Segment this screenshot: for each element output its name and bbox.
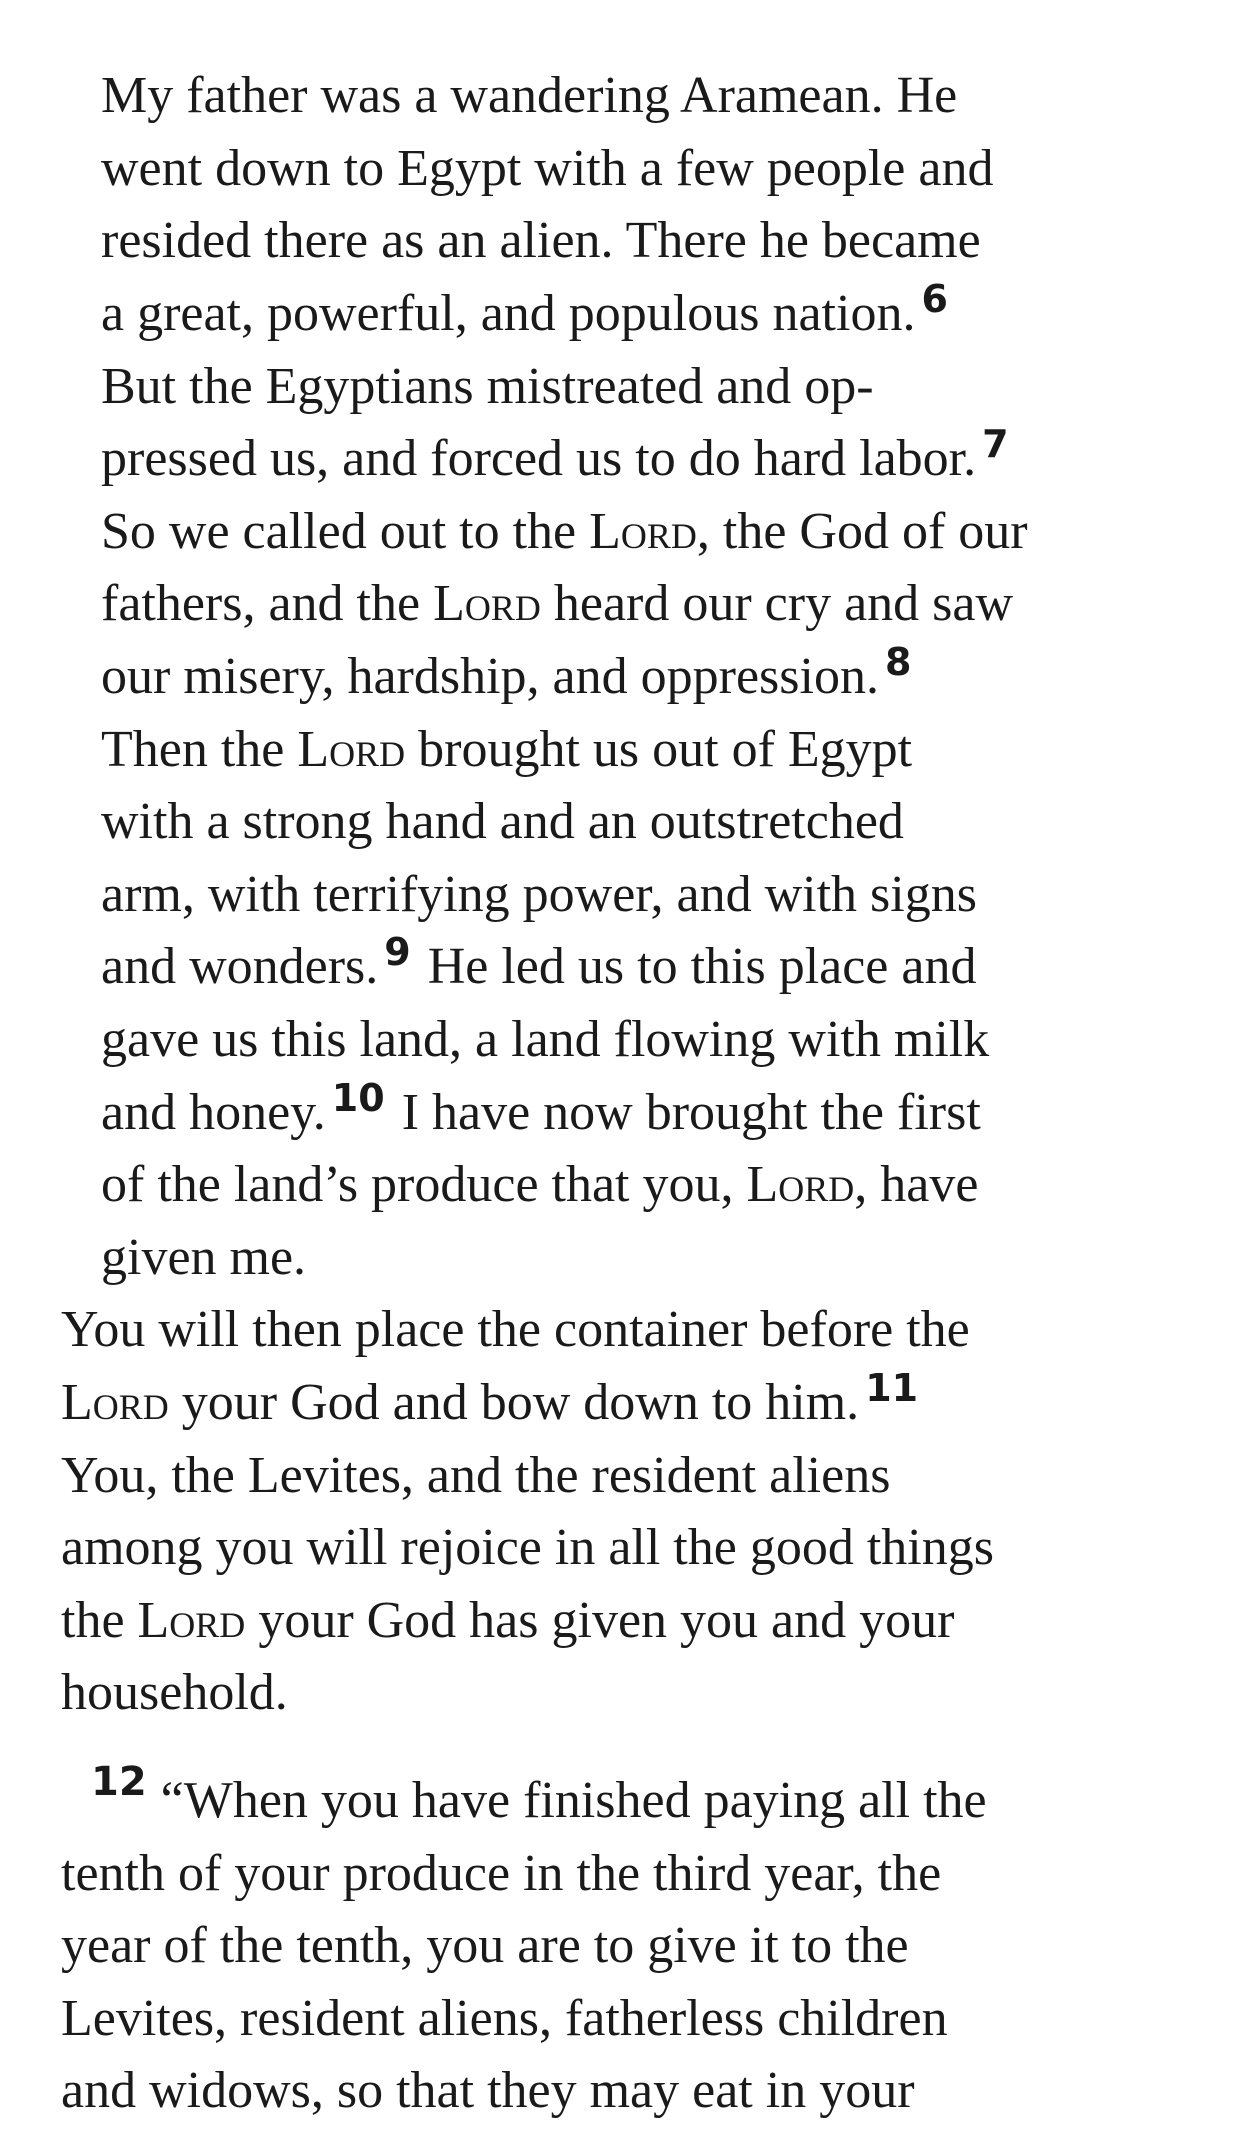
divine-name: Lord (61, 1374, 169, 1431)
body-line (61, 1294, 970, 1366)
quote-line (101, 60, 957, 132)
text-run: and honey. (101, 1084, 326, 1141)
text-run: given me. (101, 1229, 307, 1286)
body-line (61, 1910, 909, 1982)
body-line (61, 1983, 948, 2055)
body-line (61, 1657, 288, 1729)
quote-line (101, 859, 977, 931)
divine-name: Lord (746, 1156, 855, 1213)
quote-line (101, 423, 1013, 495)
text-run: your God has given you and your (245, 1592, 955, 1649)
quote-line (101, 205, 981, 277)
quote-line (101, 641, 915, 713)
verse-number: 8 (884, 640, 912, 684)
quote-line (101, 714, 912, 786)
text-run: I have now brought the first (388, 1084, 981, 1141)
text-run: , have (854, 1156, 979, 1213)
body-line (61, 1512, 994, 1584)
text-run: , the God of our (696, 503, 1028, 560)
verse-number: 7 (982, 422, 1009, 466)
text-run: pressed us, and forced us to do hard labor. (101, 430, 977, 487)
text-run: and widows, so that they may eat in your (61, 2062, 915, 2119)
body-line (61, 2055, 915, 2127)
divine-name: Lord (589, 503, 697, 560)
text-run: Levites, resident aliens, fatherless children (61, 1990, 948, 2047)
quote-line (101, 1222, 306, 1294)
text-run: tenth of your produce in the third year, the (61, 1845, 942, 1902)
text-run: among you will rejoice in all the good things (61, 1519, 994, 1576)
text-run: arm, with terrifying power, and with signs (101, 866, 977, 923)
divine-name: Lord (297, 721, 406, 778)
divine-name: Lord (137, 1592, 246, 1649)
verse-number: 10 (331, 1076, 385, 1120)
text-run: household. (61, 1664, 288, 1721)
text-run: and wonders. (101, 938, 379, 995)
body-line (61, 1440, 890, 1512)
verse-number: 6 (921, 277, 948, 321)
text-run: the (61, 1592, 138, 1649)
text-run: of the land’s produce that you, (101, 1156, 734, 1213)
text-run: You, the Levites, and the resident aliens (61, 1447, 891, 1504)
text-run: resided there as an alien. There he became (101, 212, 981, 269)
text-run: gave us this land, a land flowing with milk (101, 1011, 990, 1068)
text-run: year of the tenth, you are to give it to the (61, 1917, 909, 1974)
text-run: heard our cry and saw (540, 575, 1014, 632)
quote-line (101, 568, 1013, 640)
body-line (61, 1585, 954, 1657)
text-run: fathers, and the (101, 575, 421, 632)
text-run: But the Egyptians mistreated and op- (101, 358, 874, 415)
body-line (61, 1838, 941, 1910)
quote-line (101, 786, 904, 858)
verse-number: 11 (865, 1366, 919, 1410)
text-run: a great, powerful, and populous nation. (101, 285, 916, 342)
text-run: Then the (101, 721, 285, 778)
text-run: brought us out of Egypt (405, 721, 913, 778)
text-run: He led us to this place and (414, 938, 977, 995)
text-run: So we called out to the (101, 503, 577, 560)
quote-line (101, 496, 1028, 568)
text-run: your God and bow down to him. (168, 1374, 860, 1431)
quote-line (101, 133, 993, 205)
text-run: “When you have finished paying all the (160, 1772, 987, 1829)
text-run: You will then place the container before the (61, 1301, 970, 1358)
divine-name: Lord (433, 575, 541, 632)
text-run: our misery, hardship, and oppression. (101, 648, 879, 705)
quote-line (101, 1077, 981, 1149)
body-line (61, 1367, 922, 1439)
quote-line (101, 1004, 989, 1076)
quote-line (101, 351, 874, 423)
text-run: went down to Egypt with a few people and (101, 140, 994, 197)
quote-line (101, 931, 976, 1003)
verse-number: 12 (91, 1759, 147, 1805)
quote-line (101, 278, 952, 350)
text-run: My father was a wandering Aramean. He (101, 67, 958, 124)
quote-line (101, 1149, 978, 1221)
verse-number: 9 (384, 930, 411, 974)
body-line (61, 1759, 987, 1837)
text-run: with a strong hand and an outstretched (101, 793, 904, 850)
